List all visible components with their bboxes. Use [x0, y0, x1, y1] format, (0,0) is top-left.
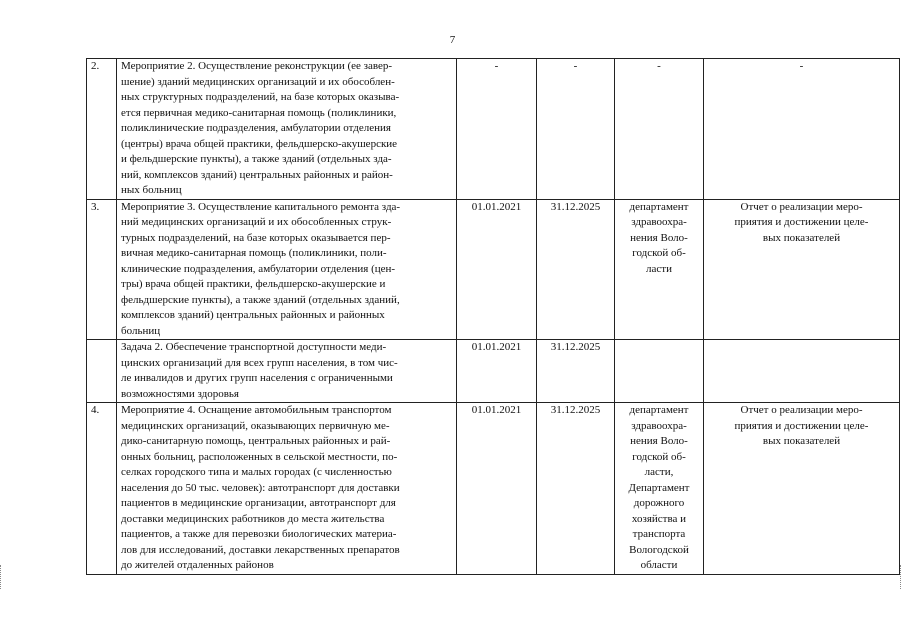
- description-line: возможностями здоровья: [121, 387, 239, 400]
- responsible-line: Вологодской: [629, 543, 689, 556]
- activities-table: [86, 58, 900, 575]
- table-row: [87, 59, 900, 200]
- description-line: фельдшерские пункты), а также зданий (отдельных зданий,: [121, 293, 400, 306]
- expected-result: [704, 403, 900, 575]
- description-line: ных структурных подразделений, на базе которых оказыва-: [121, 91, 400, 103]
- responsible-line: годской об-: [632, 450, 686, 463]
- description-line: клинические подразделения, амбулатории отделения (цен-: [121, 262, 396, 275]
- description-line: и фельдшерские пункты), а также зданий (отдельных зда-: [121, 153, 392, 165]
- responsible-executor: [615, 403, 704, 575]
- description-line: лов для исследований, доставки лекарственных препаратов: [121, 543, 400, 556]
- responsible-line: здравоохра-: [631, 216, 687, 228]
- start-date: 01.01.2021: [457, 199, 537, 340]
- result-line: Отчет о реализации меро-: [740, 200, 863, 213]
- start-date: 01.01.2021: [457, 340, 537, 403]
- description-line: Мероприятие 2. Осуществление реконструкции (ее завер-: [121, 60, 393, 72]
- table-row: [87, 340, 900, 403]
- result-line: вых показателей: [762, 435, 841, 447]
- responsible-executor: [615, 340, 704, 403]
- row-number: 4.: [87, 403, 117, 575]
- description-line: шение) зданий медицинских организаций и их обособлен-: [121, 75, 395, 88]
- responsible-line: хозяйства и: [631, 512, 687, 525]
- activity-description: [117, 199, 457, 340]
- activity-description: [117, 340, 457, 403]
- result-line: вых показателей: [762, 231, 841, 244]
- responsible-line: области: [640, 559, 678, 571]
- description-line: дико-санитарную помощь, центральных районных и рай-: [121, 435, 391, 447]
- end-date: 31.12.2025: [537, 340, 615, 403]
- description-line: ется первичная медико-санитарная помощь (поликлиники,: [121, 106, 397, 119]
- page-number: 7: [449, 34, 456, 46]
- responsible-executor: [615, 199, 704, 340]
- responsible-line: нения Воло-: [630, 231, 688, 244]
- description-line: онных больниц, расположенных в сельской местности, по-: [121, 450, 398, 463]
- table-row: [87, 403, 900, 575]
- responsible-line: годской об-: [632, 247, 686, 259]
- description-line: ний, комплексов зданий) центральных районных и район-: [121, 168, 393, 181]
- end-date: 31.12.2025: [537, 403, 615, 575]
- activity-description: [117, 403, 457, 575]
- responsible-line: дорожного: [633, 497, 685, 509]
- end-date: 31.12.2025: [537, 199, 615, 340]
- description-line: Мероприятие 4. Оснащение автомобильным транспортом: [121, 404, 392, 416]
- description-line: (центры) врача общей практики, фельдшерско-акушерские: [121, 137, 398, 150]
- description-line: пациентов в медицинские организации, автотранспорт для: [121, 497, 396, 509]
- description-line: цинских организаций для всех групп населения, в том чис-: [121, 356, 398, 369]
- description-line: больниц: [121, 324, 161, 337]
- responsible-line: нения Воло-: [630, 435, 688, 447]
- result-line: Отчет о реализации меро-: [740, 404, 863, 416]
- responsible-line: департамент: [629, 404, 689, 416]
- scan-edge-mark-left: [0, 565, 4, 589]
- end-date: -: [537, 59, 615, 200]
- description-line: ний медицинских организаций и их обособленных струк-: [121, 216, 392, 228]
- description-line: поликлинические подразделения, амбулатории отделения: [121, 122, 391, 134]
- description-line: турных подразделений, на базе которых оказывается пер-: [121, 231, 391, 244]
- row-number: 2.: [87, 59, 117, 200]
- row-number: [87, 340, 117, 403]
- start-date: -: [457, 59, 537, 200]
- table-row: [87, 199, 900, 340]
- description-line: ле инвалидов и других групп населения с ограниченными: [121, 372, 393, 384]
- description-line: селках городского типа и малых городах (с численностью: [121, 466, 392, 478]
- description-line: ных больниц: [121, 184, 182, 196]
- description-line: до жителей отдаленных районов: [121, 559, 274, 571]
- scan-edge-mark-right: [900, 565, 904, 589]
- description-line: тры) врача общей практики, фельдшерско-акушерские и: [121, 278, 386, 290]
- responsible-line: транспорта: [632, 528, 686, 540]
- row-number: 3.: [87, 199, 117, 340]
- responsible-line: здравоохра-: [631, 419, 687, 432]
- responsible-line: Департамент: [628, 481, 690, 494]
- expected-result: -: [704, 59, 900, 200]
- description-line: Мероприятие 3. Осуществление капитального ремонта зда-: [121, 200, 401, 213]
- description-line: медицинских организаций, оказывающих первичную ме-: [121, 419, 390, 432]
- description-line: пациентов, а также для перевозки биологических материа-: [121, 528, 397, 540]
- description-line: комплексов зданий) центральных районных и районных: [121, 309, 385, 321]
- responsible-line: департамент: [629, 200, 689, 213]
- description-line: населения до 50 тыс. человек): автотранспорт для доставки: [121, 481, 400, 494]
- result-line: приятия и достижении целе-: [734, 216, 869, 228]
- expected-result: [704, 199, 900, 340]
- description-line: Задача 2. Обеспечение транспортной доступности меди-: [121, 341, 387, 353]
- description-line: доставки медицинских работников до места жительства: [121, 512, 385, 525]
- expected-result: [704, 340, 900, 403]
- responsible-executor: -: [615, 59, 704, 200]
- result-line: приятия и достижении целе-: [734, 419, 869, 432]
- responsible-line: ласти: [646, 262, 672, 275]
- responsible-line: ласти,: [644, 466, 674, 478]
- activity-description: [117, 59, 457, 200]
- start-date: 01.01.2021: [457, 403, 537, 575]
- description-line: вичная медико-санитарная помощь (поликлиники, поли-: [121, 247, 387, 259]
